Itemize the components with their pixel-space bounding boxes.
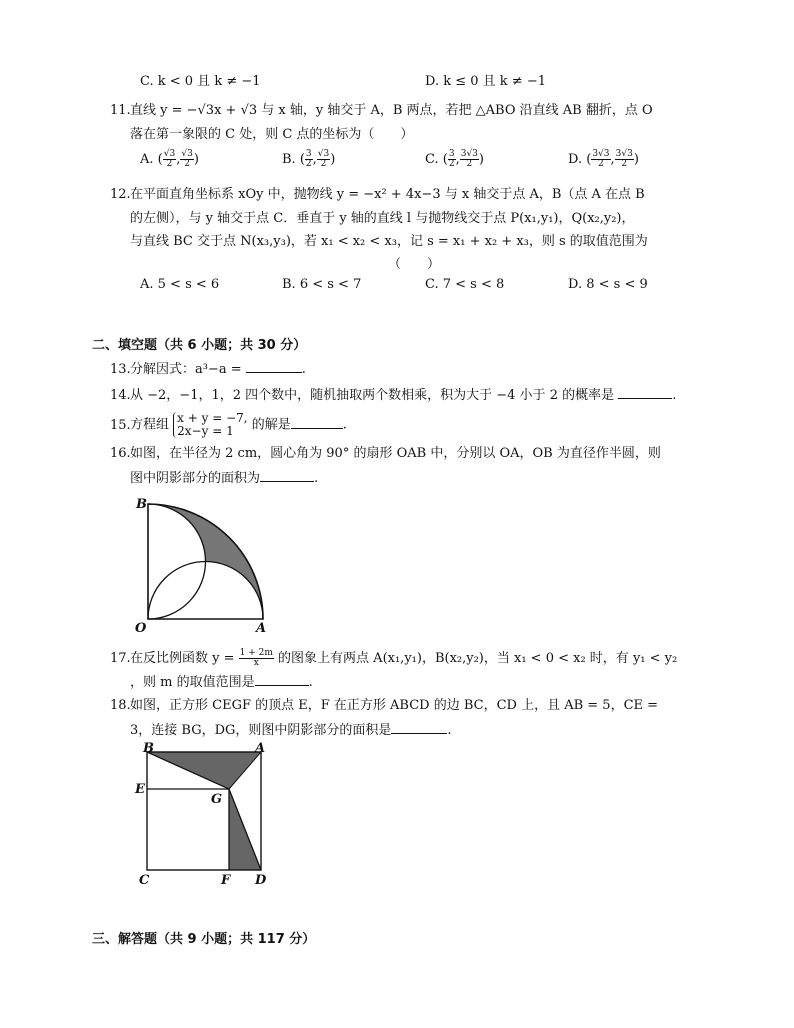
- q12-option-c: C. 7 < s < 8: [425, 277, 505, 292]
- q16-sector-figure: [130, 492, 280, 637]
- q18-label-e: E: [135, 782, 145, 797]
- q12-option-b: B. 6 < s < 7: [282, 277, 362, 292]
- q16-label-o: O: [135, 621, 147, 636]
- q18-line2: 3，连接 BG，DG，则图中阴影部分的面积是 .: [130, 723, 452, 738]
- q12-line2: 的左侧），与 y 轴交于点 C．垂直于 y 轴的直线 l 与抛物线交于点 P(x₁,y₁)，Q(x₂,y₂)，: [130, 211, 635, 226]
- q14: 14.从 −2，−1，1，2 四个数中，随机抽取两个数相乘，积为大于 −4 小于 2 的概率是 .: [110, 388, 677, 403]
- q18-line1: 18.如图，正方形 CEGF 的顶点 E，F 在正方形 ABCD 的边 BC，CD 上，且 AB = 5，CE =: [110, 698, 659, 713]
- q11-option-b: B. ( $\frac{3}{2}$ , $\frac{√3}{2}$ ): [282, 149, 336, 169]
- q10-option-c: C. k < 0 且 k ≠ −1: [140, 74, 261, 89]
- q17-line1: 17.在反比例函数 y = $\frac{1 + 2m}{x}$ 的图象上有两点 A(x₁,y₁)，B(x₂,y₂)，当 x₁ < 0 < x₂ 时，有 y₁ < y₂: [110, 648, 678, 668]
- q16-label-a: A: [256, 621, 267, 636]
- q18-label-c: C: [139, 873, 150, 887]
- q11-option-a: A. ( $\frac{√3}{2}$ , $\frac{√3}{2}$ ): [140, 149, 199, 169]
- q13: 13.分解因式：a³−a = .: [110, 362, 306, 377]
- q18-label-d: D: [255, 873, 267, 887]
- section-3-title: 三、解答题（共 9 小题；共 117 分）: [92, 932, 316, 947]
- q18-label-a: A: [255, 742, 266, 756]
- q10-option-d: D. k ≤ 0 且 k ≠ −1: [425, 74, 546, 89]
- q11-line1: 11.直线 y = −√3x + √3 与 x 轴，y 轴交于 A，B 两点，若把 △ABO 沿直线 AB 翻折，点 O: [110, 103, 653, 118]
- q11-line2: 落在第一象限的 C 处，则 C 点的坐标为（ ）: [130, 127, 414, 142]
- q16-label-b: B: [136, 497, 147, 512]
- q16-answer-blank[interactable]: [260, 469, 314, 482]
- q14-answer-blank[interactable]: [618, 386, 672, 399]
- q11-option-d: D. ( $\frac{3√3}{2}$ , $\frac{3√3}{2}$ ): [568, 149, 639, 169]
- q13-answer-blank[interactable]: [246, 360, 302, 373]
- q17-line2: ，则 m 的取值范围是 .: [130, 675, 313, 690]
- q12-line4: （ ）: [388, 257, 441, 272]
- q18-square-figure: [133, 742, 273, 887]
- q15: 15.方程组 x + y = −7, 2x−y = 1 的解是 .: [110, 411, 347, 438]
- q16-line2: 图中阴影部分的面积为 .: [130, 471, 319, 486]
- q18-label-b: B: [143, 742, 154, 756]
- q12-line3: 与直线 BC 交于点 N(x₃,y₃)，若 x₁ < x₂ < x₃，记 s = x₁ + x₂ + x₃，则 s 的取值范围为: [130, 234, 648, 249]
- q16-line1: 16.如图，在半径为 2 cm，圆心角为 90° 的扇形 OAB 中，分别以 OA，OB 为直径作半圆，则: [110, 446, 661, 461]
- section-2-title: 二、填空题（共 6 小题；共 30 分）: [92, 338, 307, 353]
- q15-answer-blank[interactable]: [291, 416, 343, 429]
- q18-label-g: G: [211, 792, 223, 807]
- q12-line1: 12.在平面直角坐标系 xOy 中，抛物线 y = −x² + 4x−3 与 x 轴交于点 A，B（点 A 在点 B: [110, 187, 645, 202]
- q17-answer-blank[interactable]: [255, 673, 309, 686]
- q18-answer-blank[interactable]: [391, 721, 447, 734]
- q18-label-f: F: [221, 873, 231, 887]
- q12-option-a: A. 5 < s < 6: [140, 277, 220, 292]
- q18-shaded-triangle-abg: [147, 752, 261, 789]
- q15-equation-system: x + y = −7, 2x−y = 1: [173, 412, 247, 438]
- q11-option-c: C. ( $\frac{3}{2}$ , $\frac{3√3}{2}$ ): [425, 149, 484, 169]
- q12-option-d: D. 8 < s < 9: [568, 277, 648, 292]
